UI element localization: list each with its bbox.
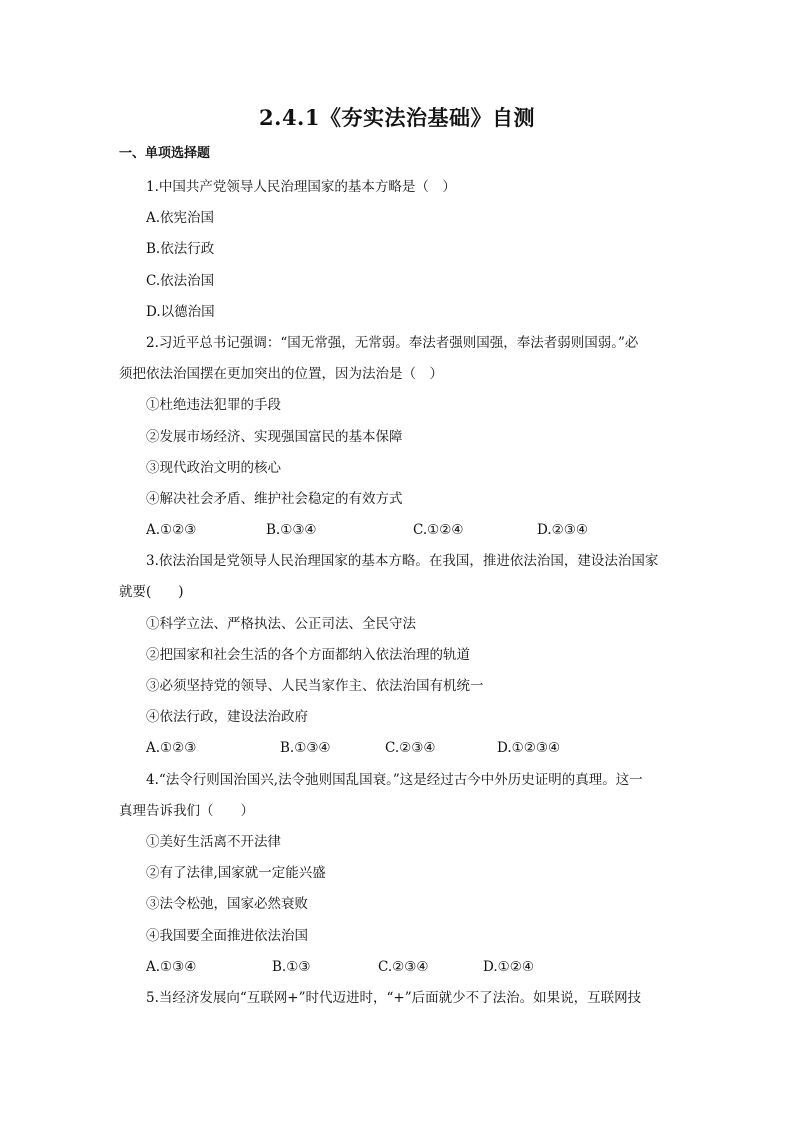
choice-d: D.①②④ <box>483 958 534 975</box>
choice-b: B.①③ <box>272 958 311 975</box>
statement-3: ③法令松弛，国家必然衰败 <box>146 896 308 913</box>
choice-a: A.①③④ <box>146 958 197 975</box>
question-4 <box>119 765 679 983</box>
question-stem-continued: 就要( ) <box>119 584 184 601</box>
question-stem-continued: 真理告诉我们（ ） <box>119 802 254 819</box>
statement-2: ②发展市场经济、实现强国富民的基本保障 <box>146 428 403 445</box>
option-b: B.依法行政 <box>146 241 215 258</box>
answer-choices <box>119 515 679 546</box>
question-5 <box>119 983 679 1014</box>
choice-b: B.①③④ <box>280 740 331 757</box>
question-stem: 4.“法令行则国治国兴,法令弛则国乱国衰。”这是经过古今中外历史证明的真理。这一 <box>146 771 643 788</box>
answer-choices <box>119 733 679 764</box>
statement-4: ④我国要全面推进依法治国 <box>146 927 308 944</box>
choice-a: A.①②③ <box>146 522 197 539</box>
statement-1: ①美好生活离不开法律 <box>146 833 281 850</box>
question-stem: 3.依法治国是党领导人民治理国家的基本方略。在我国，推进依法治国，建设法治国家 <box>146 553 659 570</box>
statement-2: ②把国家和社会生活的各个方面都纳入依法治理的轨道 <box>146 646 470 663</box>
choice-d: D.②③④ <box>537 522 588 539</box>
choice-a: A.①②③ <box>146 740 197 757</box>
statement-1: ①科学立法、严格执法、公正司法、全民守法 <box>146 615 416 632</box>
question-2 <box>119 328 679 546</box>
question-1 <box>119 172 679 328</box>
question-stem: 2.习近平总书记强调：“国无常强，无常弱。奉法者强则国强，奉法者弱则国弱。”必 <box>146 334 639 351</box>
document-title: 2.4.1《夯实法治基础》自测 <box>259 105 535 130</box>
choice-c: C.②③④ <box>385 740 436 757</box>
question-stem: 5.当经济发展向“互联网+”时代迈进时，“+”后面就少不了法治。如果说，互联网技 <box>146 989 642 1006</box>
question-3 <box>119 546 679 764</box>
statement-3: ③现代政治文明的核心 <box>146 459 281 476</box>
choice-c: C.①②④ <box>413 522 464 539</box>
statement-2: ②有了法律,国家就一定能兴盛 <box>146 865 326 882</box>
option-c: C.依法治国 <box>146 272 215 289</box>
answer-choices <box>119 952 679 983</box>
choice-b: B.①③④ <box>266 522 317 539</box>
statement-4: ④依法行政，建设法治政府 <box>146 709 308 726</box>
statement-1: ①杜绝违法犯罪的手段 <box>146 397 281 414</box>
statement-3: ③必须坚持党的领导、人民当家作主、依法治国有机统一 <box>146 678 484 694</box>
option-d: D.以德治国 <box>146 303 215 320</box>
section-heading: 一、单项选择题 <box>119 146 211 161</box>
question-list <box>119 172 679 1014</box>
question-stem: 1.中国共产党领导人民治理国家的基本方略是（ ） <box>146 179 456 195</box>
question-stem-continued: 须把依法治国摆在更加突出的位置，因为法治是（ ） <box>119 366 443 383</box>
choice-d: D.①②③④ <box>497 740 561 757</box>
choice-c: C.②③④ <box>378 958 429 975</box>
option-a: A.依宪治国 <box>146 210 215 227</box>
statement-4: ④解决社会矛盾、维护社会稳定的有效方式 <box>146 490 403 507</box>
